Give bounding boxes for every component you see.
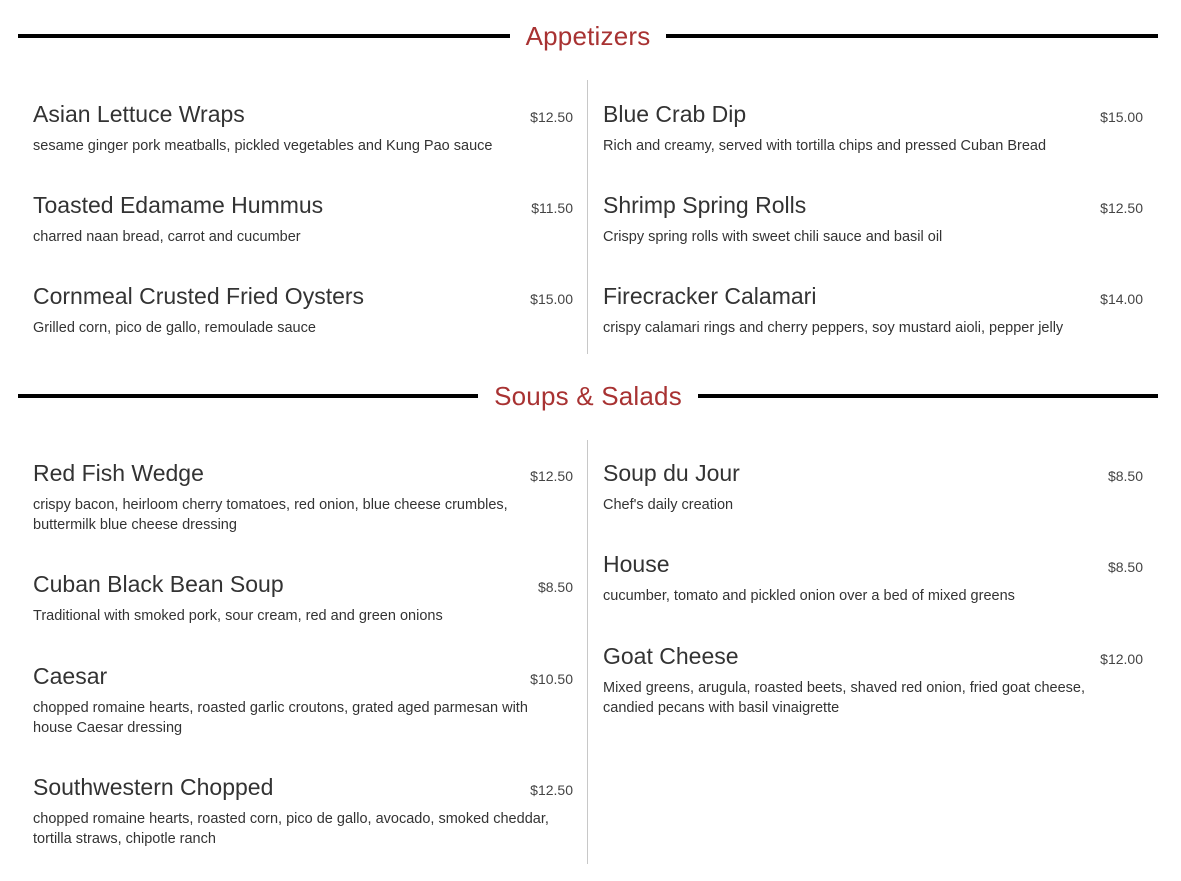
menu-item [33,773,573,849]
item-price: $12.50 [1100,200,1143,216]
section-header-appetizers [18,16,1158,56]
section-header-soups-salads [18,376,1158,416]
header-rule-right [666,34,1158,38]
item-description: chopped romaine hearts, roasted garlic croutons, grated aged parmesan with house Caesar dressing [33,700,528,736]
item-price: $12.50 [530,468,573,484]
header-rule-right [698,394,1158,398]
item-price: $8.50 [1107,559,1143,575]
menu-item [33,191,573,247]
item-price: $11.50 [531,200,573,216]
item-name: Goat Cheese [603,643,739,669]
item-description: sesame ginger pork meatballs, pickled vegetables and Kung Pao sauce [33,138,493,154]
item-description: Grilled corn, pico de gallo, remoulade sauce [33,320,316,336]
item-name: House [603,551,670,577]
item-description: Mixed greens, arugula, roasted beets, shaved red onion, fried goat cheese, candied pecans with basil vinaigrette [603,680,1086,716]
item-price: $8.50 [1107,468,1143,484]
item-description: Crispy spring rolls with sweet chili sauce and basil oil [603,229,943,245]
item-price: $15.00 [1100,109,1143,125]
section-title-appetizers: Appetizers [525,20,651,51]
item-name: Blue Crab Dip [603,101,747,127]
menu-item [603,550,1143,606]
item-description: cucumber, tomato and pickled onion over a bed of mixed greens [603,588,1015,604]
item-name: Caesar [33,663,108,689]
item-description: Chef's daily creation [603,497,734,513]
item-name: Asian Lettuce Wraps [33,101,245,127]
menu-item [33,570,573,626]
item-name: Cuban Black Bean Soup [33,571,284,597]
section-title-soups-salads: Soups & Salads [494,380,682,411]
item-price: $10.50 [530,671,573,687]
menu-item [33,662,573,738]
header-rule-left [18,394,478,398]
column-divider-soups-salads [587,440,588,864]
item-description: Rich and creamy, served with tortilla chips and pressed Cuban Bread [603,138,1047,154]
column-divider-appetizers [587,80,588,354]
item-name: Cornmeal Crusted Fried Oysters [33,283,365,309]
menu-item [603,282,1143,338]
item-name: Soup du Jour [603,460,740,486]
menu-item [603,459,1143,515]
item-name: Southwestern Chopped [33,774,274,800]
item-name: Red Fish Wedge [33,460,204,486]
item-price: $12.50 [530,109,573,125]
menu-item [603,642,1143,718]
item-name: Firecracker Calamari [603,283,817,309]
item-price: $12.00 [1100,651,1143,667]
menu-item [33,100,573,156]
menu-item [603,100,1143,156]
item-description: chopped romaine hearts, roasted corn, pico de gallo, avocado, smoked cheddar, tortilla straws, chipotle ranch [33,811,549,847]
item-price: $8.50 [537,579,573,595]
item-price: $15.00 [530,291,573,307]
item-price: $14.00 [1100,291,1143,307]
item-description: crispy calamari rings and cherry peppers, soy mustard aioli, pepper jelly [603,320,1064,336]
menu-item [33,459,573,535]
item-description: crispy bacon, heirloom cherry tomatoes, red onion, blue cheese crumbles, buttermilk blue cheese dressing [33,497,508,533]
menu-item [33,282,573,338]
item-description: charred naan bread, carrot and cucumber [33,229,301,245]
menu-item [603,191,1143,247]
item-description: Traditional with smoked pork, sour cream, red and green onions [33,608,443,624]
header-rule-left [18,34,510,38]
item-name: Shrimp Spring Rolls [603,192,807,218]
item-name: Toasted Edamame Hummus [33,192,324,218]
item-price: $12.50 [530,782,573,798]
